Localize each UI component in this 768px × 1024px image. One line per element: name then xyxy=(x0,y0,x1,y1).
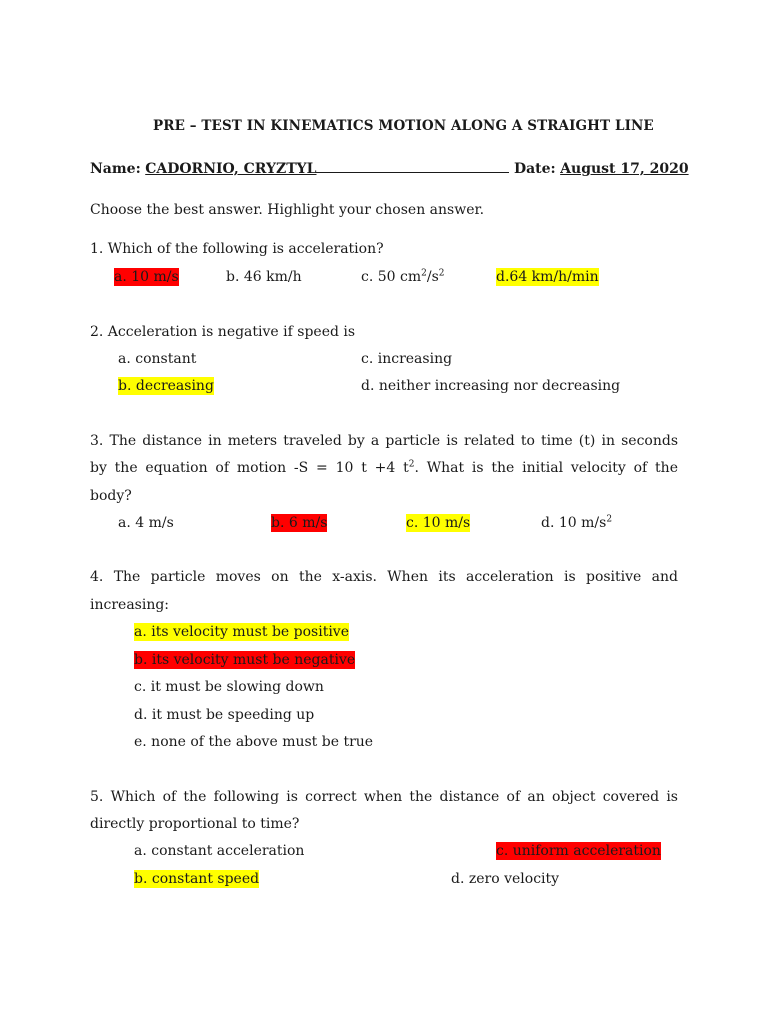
q4-option-e: e. none of the above must be true xyxy=(134,734,374,750)
q5-option-a: a. constant acceleration xyxy=(134,843,305,859)
q2-question: 2. Acceleration is negative if speed is xyxy=(90,324,356,340)
instructions: Choose the best answer. Highlight your chosen answer. xyxy=(90,202,485,218)
name-label: Name: xyxy=(90,161,141,177)
q3-line-2-sup: 2 xyxy=(408,459,415,470)
q1-option-a: a. 10 m/s xyxy=(114,269,179,285)
q3-option-a: a. 4 m/s xyxy=(118,515,174,531)
q5-option-b: b. constant speed xyxy=(134,871,260,887)
name-underline xyxy=(316,159,509,173)
q4-option-b: b. its velocity must be negative xyxy=(134,652,356,668)
date-value: August 17, 2020 xyxy=(560,161,689,177)
q4-line-2: increasing: xyxy=(90,597,170,613)
q3-option-b: b. 6 m/s xyxy=(271,515,328,531)
q5-line-2: directly proportional to time? xyxy=(90,816,300,832)
q1-option-d: d.64 km/h/min xyxy=(496,269,599,285)
q3-line-2 xyxy=(90,459,678,477)
q1-question: 1. Which of the following is acceleration? xyxy=(90,241,384,257)
q3-line-3: body? xyxy=(90,488,132,504)
q5-option-c: c. uniform acceleration xyxy=(496,843,661,859)
q4-option-d: d. it must be speeding up xyxy=(134,707,315,723)
q3-line-1: 3. The distance in meters traveled by a particle is related to time (t) in seconds xyxy=(90,433,678,449)
q1-c-sup1: 2 xyxy=(421,268,427,279)
q5-option-d: d. zero velocity xyxy=(451,871,560,887)
q2-option-d: d. neither increasing nor decreasing xyxy=(361,378,621,394)
q4-option-a: a. its velocity must be positive xyxy=(134,624,349,640)
q3-d-sup: 2 xyxy=(606,514,613,525)
page-title: PRE – TEST IN KINEMATICS MOTION ALONG A STRAIGHT LINE xyxy=(153,118,654,134)
header-row xyxy=(90,159,689,178)
q4-line-1: 4. The particle moves on the x-axis. When its acceleration is positive and xyxy=(90,569,678,585)
name-value: CADORNIO, CRYZTYL xyxy=(145,161,317,177)
q1-option-b: b. 46 km/h xyxy=(226,269,302,285)
q1-c-pre: c. 50 cm xyxy=(361,269,422,285)
q2-option-c: c. increasing xyxy=(361,351,453,367)
q3-d-pre: d. 10 m/s xyxy=(541,515,607,531)
q3-option-d xyxy=(541,514,612,532)
q4-option-c: c. it must be slowing down xyxy=(134,679,324,695)
q3-option-c: c. 10 m/s xyxy=(406,515,471,531)
q2-option-b: b. decreasing xyxy=(118,378,214,394)
q2-option-a: a. constant xyxy=(118,351,197,367)
q1-c-mid: /s xyxy=(426,269,439,285)
q3-line-2-post: . What is the initial velocity of the xyxy=(414,460,678,476)
q3-line-2-pre: by the equation of motion -S = 10 t +4 t xyxy=(90,460,409,476)
date-label: Date: xyxy=(513,161,556,177)
q5-line-1: 5. Which of the following is correct when the distance of an object covered is xyxy=(90,789,678,805)
q1-c-sup2: 2 xyxy=(438,268,445,279)
q1-option-c xyxy=(361,268,445,286)
